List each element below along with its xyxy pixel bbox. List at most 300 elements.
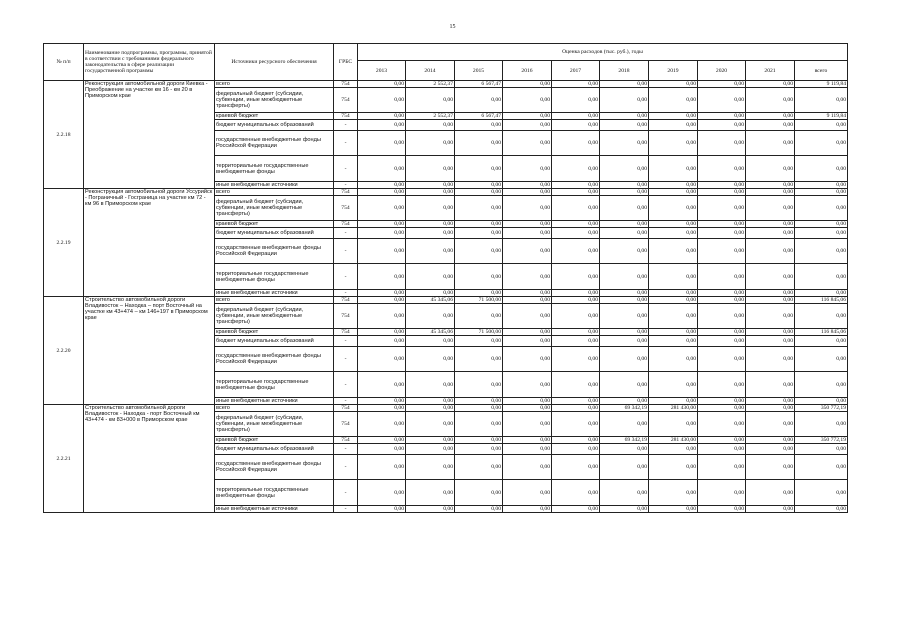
- grbs-code: 754: [334, 437, 358, 444]
- amount-cell: 2 552,37: [406, 81, 455, 88]
- amount-cell: 0,00: [406, 182, 455, 189]
- amount-cell: 0,00: [649, 120, 698, 131]
- total-cell: 0,00: [795, 131, 848, 156]
- amount-cell: 69 342,19: [600, 405, 649, 412]
- amount-cell: 0,00: [600, 412, 649, 437]
- amount-cell: 0,00: [455, 304, 503, 329]
- table-row: [44, 405, 848, 412]
- amount-cell: 0,00: [746, 437, 795, 444]
- amount-cell: 6 567,47: [455, 81, 503, 88]
- table-body: [44, 81, 848, 513]
- amount-cell: 0,00: [503, 437, 552, 444]
- total-cell: 0,00: [795, 189, 848, 196]
- amount-cell: 0,00: [455, 444, 503, 455]
- amount-cell: 0,00: [649, 239, 698, 264]
- amount-cell: 0,00: [503, 189, 552, 196]
- funding-source: федеральный бюджет (субсидии, субвенции, иные межбюджетные трансферты): [215, 88, 334, 113]
- amount-cell: 0,00: [358, 156, 406, 182]
- amount-cell: 0,00: [406, 239, 455, 264]
- amount-cell: 0,00: [455, 506, 503, 513]
- table-row: [44, 81, 848, 88]
- amount-cell: 0,00: [600, 329, 649, 336]
- amount-cell: 0,00: [746, 221, 795, 228]
- amount-cell: 0,00: [600, 297, 649, 304]
- amount-cell: 0,00: [746, 405, 795, 412]
- funding-source: федеральный бюджет (субсидии, субвенции, иные межбюджетные трансферты): [215, 412, 334, 437]
- header-year: 2013: [358, 61, 406, 81]
- amount-cell: 0,00: [406, 480, 455, 506]
- page-number: 15: [449, 24, 456, 30]
- total-cell: 0,00: [795, 182, 848, 189]
- amount-cell: 0,00: [552, 444, 600, 455]
- amount-cell: 0,00: [406, 264, 455, 290]
- funding-source: краевой бюджет: [215, 329, 334, 336]
- amount-cell: 0,00: [552, 347, 600, 372]
- row-number: 2.2.18: [44, 81, 84, 189]
- row-number: 2.2.20: [44, 297, 84, 405]
- amount-cell: 0,00: [552, 405, 600, 412]
- amount-cell: 0,00: [746, 264, 795, 290]
- amount-cell: 0,00: [600, 221, 649, 228]
- amount-cell: 0,00: [503, 329, 552, 336]
- amount-cell: 0,00: [358, 189, 406, 196]
- amount-cell: 0,00: [455, 88, 503, 113]
- amount-cell: 0,00: [600, 189, 649, 196]
- budget-table: [43, 43, 848, 513]
- amount-cell: 0,00: [649, 182, 698, 189]
- amount-cell: 0,00: [698, 221, 746, 228]
- amount-cell: 0,00: [406, 221, 455, 228]
- amount-cell: 0,00: [552, 182, 600, 189]
- grbs-code: -: [334, 131, 358, 156]
- funding-source: территориальные государственные внебюджетные фонды: [215, 372, 334, 398]
- header-grbs: ГРБС: [334, 44, 358, 81]
- amount-cell: 0,00: [358, 506, 406, 513]
- amount-cell: 0,00: [600, 304, 649, 329]
- amount-cell: 0,00: [552, 196, 600, 221]
- amount-cell: 0,00: [649, 221, 698, 228]
- amount-cell: 0,00: [455, 221, 503, 228]
- amount-cell: 0,00: [698, 398, 746, 405]
- amount-cell: 0,00: [552, 264, 600, 290]
- total-cell: 0,00: [795, 304, 848, 329]
- amount-cell: 0,00: [358, 131, 406, 156]
- amount-cell: 0,00: [698, 264, 746, 290]
- amount-cell: 0,00: [406, 304, 455, 329]
- amount-cell: 0,00: [746, 131, 795, 156]
- amount-cell: 0,00: [746, 506, 795, 513]
- funding-source: иные внебюджетные источники: [215, 506, 334, 513]
- amount-cell: 0,00: [600, 182, 649, 189]
- header-source: Источники ресурсного обеспечения: [215, 44, 334, 81]
- amount-cell: 0,00: [455, 182, 503, 189]
- grbs-code: -: [334, 444, 358, 455]
- amount-cell: 0,00: [600, 290, 649, 297]
- amount-cell: 0,00: [358, 264, 406, 290]
- grbs-code: -: [334, 347, 358, 372]
- amount-cell: 0,00: [698, 455, 746, 480]
- amount-cell: 281 430,00: [649, 405, 698, 412]
- amount-cell: 0,00: [358, 88, 406, 113]
- amount-cell: 0,00: [746, 156, 795, 182]
- amount-cell: 0,00: [698, 336, 746, 347]
- amount-cell: 6 567,47: [455, 113, 503, 120]
- total-cell: 9 119,84: [795, 81, 848, 88]
- amount-cell: 0,00: [406, 347, 455, 372]
- header-year: 2015: [455, 61, 503, 81]
- amount-cell: 0,00: [649, 372, 698, 398]
- amount-cell: 0,00: [503, 405, 552, 412]
- total-cell: 0,00: [795, 88, 848, 113]
- total-cell: 350 772,19: [795, 405, 848, 412]
- amount-cell: 0,00: [649, 196, 698, 221]
- total-cell: 0,00: [795, 455, 848, 480]
- grbs-code: 754: [334, 412, 358, 437]
- amount-cell: 0,00: [600, 88, 649, 113]
- amount-cell: 0,00: [698, 347, 746, 372]
- amount-cell: 0,00: [600, 347, 649, 372]
- funding-source: государственные внебюджетные фонды Российской Федерации: [215, 455, 334, 480]
- amount-cell: 0,00: [746, 189, 795, 196]
- amount-cell: 0,00: [406, 437, 455, 444]
- amount-cell: 0,00: [455, 290, 503, 297]
- amount-cell: 0,00: [649, 228, 698, 239]
- total-cell: 0,00: [795, 398, 848, 405]
- amount-cell: 0,00: [358, 444, 406, 455]
- funding-source: всего: [215, 297, 334, 304]
- amount-cell: 0,00: [698, 113, 746, 120]
- total-cell: 0,00: [795, 239, 848, 264]
- amount-cell: 0,00: [552, 506, 600, 513]
- amount-cell: 0,00: [746, 412, 795, 437]
- funding-source: краевой бюджет: [215, 437, 334, 444]
- amount-cell: 0,00: [406, 156, 455, 182]
- amount-cell: 0,00: [746, 329, 795, 336]
- amount-cell: 0,00: [503, 336, 552, 347]
- header-total: всего: [795, 61, 848, 81]
- amount-cell: 0,00: [649, 336, 698, 347]
- total-cell: 0,00: [795, 506, 848, 513]
- amount-cell: 0,00: [358, 290, 406, 297]
- header-number: № п/п: [44, 44, 84, 81]
- amount-cell: 0,00: [552, 455, 600, 480]
- total-cell: 0,00: [795, 290, 848, 297]
- funding-source: бюджет муниципальных образований: [215, 120, 334, 131]
- funding-source: иные внебюджетные источники: [215, 290, 334, 297]
- amount-cell: 0,00: [503, 81, 552, 88]
- amount-cell: 0,00: [698, 437, 746, 444]
- amount-cell: 0,00: [455, 372, 503, 398]
- amount-cell: 0,00: [698, 372, 746, 398]
- amount-cell: 0,00: [358, 228, 406, 239]
- amount-cell: 0,00: [552, 437, 600, 444]
- amount-cell: 0,00: [503, 347, 552, 372]
- activity-name: Реконструкция автомобильной дороги Киевка - Преображение на участке км 16 - км 20 в Приморском крае: [84, 81, 215, 189]
- total-cell: 0,00: [795, 444, 848, 455]
- amount-cell: 0,00: [503, 506, 552, 513]
- amount-cell: 0,00: [649, 264, 698, 290]
- row-number: 2.2.21: [44, 405, 84, 513]
- grbs-code: 754: [334, 405, 358, 412]
- funding-source: краевой бюджет: [215, 113, 334, 120]
- amount-cell: 0,00: [406, 88, 455, 113]
- header-year: 2021: [746, 61, 795, 81]
- amount-cell: 0,00: [600, 239, 649, 264]
- amount-cell: 0,00: [698, 329, 746, 336]
- amount-cell: 0,00: [746, 372, 795, 398]
- amount-cell: 0,00: [503, 372, 552, 398]
- funding-source: государственные внебюджетные фонды Российской Федерации: [215, 131, 334, 156]
- grbs-code: 754: [334, 196, 358, 221]
- amount-cell: 0,00: [503, 221, 552, 228]
- amount-cell: 0,00: [503, 398, 552, 405]
- funding-source: краевой бюджет: [215, 221, 334, 228]
- amount-cell: 0,00: [600, 444, 649, 455]
- funding-source: федеральный бюджет (субсидии, субвенции, иные межбюджетные трансферты): [215, 304, 334, 329]
- amount-cell: 0,00: [503, 196, 552, 221]
- amount-cell: 0,00: [406, 412, 455, 437]
- amount-cell: 0,00: [552, 372, 600, 398]
- amount-cell: 0,00: [552, 228, 600, 239]
- amount-cell: 0,00: [746, 297, 795, 304]
- amount-cell: 0,00: [698, 297, 746, 304]
- activity-name: Строительство автомобильной дороги Владивосток – Находка – порт Восточный на участке км 43+474 – км 146+197 в Приморском крае: [84, 297, 215, 405]
- amount-cell: 0,00: [600, 81, 649, 88]
- amount-cell: 0,00: [698, 228, 746, 239]
- grbs-code: 754: [334, 88, 358, 113]
- amount-cell: 0,00: [698, 81, 746, 88]
- total-cell: 0,00: [795, 196, 848, 221]
- amount-cell: 0,00: [552, 480, 600, 506]
- grbs-code: -: [334, 264, 358, 290]
- funding-source: всего: [215, 405, 334, 412]
- amount-cell: 0,00: [649, 444, 698, 455]
- grbs-code: -: [334, 506, 358, 513]
- amount-cell: 0,00: [698, 412, 746, 437]
- amount-cell: 0,00: [746, 239, 795, 264]
- amount-cell: 0,00: [406, 290, 455, 297]
- total-cell: 0,00: [795, 264, 848, 290]
- funding-source: иные внебюджетные источники: [215, 182, 334, 189]
- amount-cell: 0,00: [358, 329, 406, 336]
- amount-cell: 0,00: [455, 120, 503, 131]
- grbs-code: -: [334, 182, 358, 189]
- amount-cell: 0,00: [455, 398, 503, 405]
- amount-cell: 0,00: [406, 120, 455, 131]
- grbs-code: 754: [334, 189, 358, 196]
- header-year: 2020: [698, 61, 746, 81]
- amount-cell: 0,00: [503, 290, 552, 297]
- amount-cell: 0,00: [503, 120, 552, 131]
- total-cell: 0,00: [795, 228, 848, 239]
- amount-cell: 0,00: [746, 196, 795, 221]
- amount-cell: 0,00: [698, 304, 746, 329]
- amount-cell: 0,00: [455, 437, 503, 444]
- total-cell: 350 772,19: [795, 437, 848, 444]
- total-cell: 0,00: [795, 347, 848, 372]
- amount-cell: 0,00: [649, 131, 698, 156]
- amount-cell: 0,00: [698, 405, 746, 412]
- amount-cell: 0,00: [503, 304, 552, 329]
- amount-cell: 0,00: [552, 189, 600, 196]
- amount-cell: 0,00: [552, 239, 600, 264]
- amount-cell: 0,00: [649, 480, 698, 506]
- amount-cell: 0,00: [649, 304, 698, 329]
- amount-cell: 0,00: [649, 506, 698, 513]
- amount-cell: 0,00: [358, 372, 406, 398]
- amount-cell: 0,00: [600, 264, 649, 290]
- amount-cell: 0,00: [746, 347, 795, 372]
- amount-cell: 0,00: [746, 480, 795, 506]
- activity-name: Реконструкция автомобильной дороги Уссурийск - Пограничный - Госграница на участке км 72 - км 96 в Приморском крае: [84, 189, 215, 297]
- amount-cell: 0,00: [698, 444, 746, 455]
- grbs-code: -: [334, 228, 358, 239]
- amount-cell: 0,00: [503, 156, 552, 182]
- amount-cell: 0,00: [746, 120, 795, 131]
- grbs-code: -: [334, 372, 358, 398]
- amount-cell: 0,00: [600, 131, 649, 156]
- amount-cell: 0,00: [358, 81, 406, 88]
- grbs-code: -: [334, 120, 358, 131]
- amount-cell: 0,00: [406, 196, 455, 221]
- amount-cell: 0,00: [649, 412, 698, 437]
- amount-cell: 0,00: [455, 405, 503, 412]
- funding-source: государственные внебюджетные фонды Российской Федерации: [215, 347, 334, 372]
- amount-cell: 0,00: [503, 113, 552, 120]
- total-cell: 0,00: [795, 412, 848, 437]
- amount-cell: 0,00: [455, 239, 503, 264]
- grbs-code: 754: [334, 304, 358, 329]
- amount-cell: 0,00: [649, 329, 698, 336]
- grbs-code: 754: [334, 113, 358, 120]
- amount-cell: 0,00: [552, 131, 600, 156]
- amount-cell: 0,00: [358, 455, 406, 480]
- amount-cell: 0,00: [358, 304, 406, 329]
- amount-cell: 0,00: [503, 228, 552, 239]
- amount-cell: 0,00: [406, 506, 455, 513]
- amount-cell: 0,00: [406, 372, 455, 398]
- amount-cell: 2 552,37: [406, 113, 455, 120]
- funding-source: иные внебюджетные источники: [215, 398, 334, 405]
- table-row: [44, 189, 848, 196]
- amount-cell: 0,00: [552, 88, 600, 113]
- amount-cell: 0,00: [600, 113, 649, 120]
- amount-cell: 0,00: [746, 81, 795, 88]
- amount-cell: 0,00: [552, 297, 600, 304]
- amount-cell: 0,00: [455, 412, 503, 437]
- amount-cell: 0,00: [746, 444, 795, 455]
- amount-cell: 0,00: [358, 120, 406, 131]
- header-year: 2019: [649, 61, 698, 81]
- amount-cell: 0,00: [600, 120, 649, 131]
- amount-cell: 0,00: [455, 189, 503, 196]
- amount-cell: 0,00: [552, 113, 600, 120]
- funding-source: территориальные государственные внебюджетные фонды: [215, 480, 334, 506]
- header-year: 2016: [503, 61, 552, 81]
- grbs-code: -: [334, 455, 358, 480]
- amount-cell: 0,00: [600, 480, 649, 506]
- amount-cell: 0,00: [503, 239, 552, 264]
- amount-cell: 0,00: [600, 455, 649, 480]
- amount-cell: 0,00: [698, 120, 746, 131]
- amount-cell: 0,00: [698, 506, 746, 513]
- amount-cell: 0,00: [503, 131, 552, 156]
- total-cell: 116 845,06: [795, 297, 848, 304]
- grbs-code: -: [334, 336, 358, 347]
- amount-cell: 0,00: [455, 228, 503, 239]
- amount-cell: 0,00: [406, 336, 455, 347]
- amount-cell: 0,00: [455, 156, 503, 182]
- amount-cell: 0,00: [649, 81, 698, 88]
- amount-cell: 0,00: [455, 196, 503, 221]
- amount-cell: 0,00: [552, 81, 600, 88]
- amount-cell: 0,00: [503, 455, 552, 480]
- amount-cell: 0,00: [649, 455, 698, 480]
- grbs-code: -: [334, 290, 358, 297]
- funding-source: территориальные государственные внебюджетные фонды: [215, 264, 334, 290]
- grbs-code: 754: [334, 221, 358, 228]
- amount-cell: 0,00: [552, 290, 600, 297]
- amount-cell: 0,00: [406, 189, 455, 196]
- funding-source: федеральный бюджет (субсидии, субвенции, иные межбюджетные трансферты): [215, 196, 334, 221]
- amount-cell: 0,00: [503, 88, 552, 113]
- amount-cell: 0,00: [698, 290, 746, 297]
- total-cell: 0,00: [795, 156, 848, 182]
- amount-cell: 0,00: [649, 156, 698, 182]
- amount-cell: 0,00: [600, 372, 649, 398]
- amount-cell: 0,00: [406, 228, 455, 239]
- amount-cell: 0,00: [552, 156, 600, 182]
- amount-cell: 0,00: [455, 336, 503, 347]
- amount-cell: 0,00: [698, 88, 746, 113]
- amount-cell: 0,00: [649, 398, 698, 405]
- amount-cell: 0,00: [455, 480, 503, 506]
- amount-cell: 0,00: [406, 405, 455, 412]
- amount-cell: 0,00: [358, 182, 406, 189]
- amount-cell: 0,00: [552, 329, 600, 336]
- funding-source: государственные внебюджетные фонды Российской Федерации: [215, 239, 334, 264]
- grbs-code: 754: [334, 81, 358, 88]
- amount-cell: 0,00: [600, 506, 649, 513]
- amount-cell: 0,00: [406, 398, 455, 405]
- amount-cell: 0,00: [503, 412, 552, 437]
- amount-cell: 0,00: [503, 480, 552, 506]
- row-number: 2.2.19: [44, 189, 84, 297]
- grbs-code: 754: [334, 297, 358, 304]
- amount-cell: 0,00: [698, 189, 746, 196]
- header-year: 2018: [600, 61, 649, 81]
- header-estimate-group: Оценка расходов (тыс. руб.), годы: [358, 44, 848, 61]
- amount-cell: 0,00: [746, 228, 795, 239]
- amount-cell: 281 430,00: [649, 437, 698, 444]
- amount-cell: 0,00: [649, 347, 698, 372]
- amount-cell: 0,00: [746, 290, 795, 297]
- amount-cell: 0,00: [698, 156, 746, 182]
- amount-cell: 0,00: [746, 88, 795, 113]
- amount-cell: 0,00: [600, 336, 649, 347]
- amount-cell: 0,00: [455, 347, 503, 372]
- funding-source: территориальные государственные внебюджетные фонды: [215, 156, 334, 182]
- grbs-code: -: [334, 480, 358, 506]
- table-row: [44, 297, 848, 304]
- funding-source: бюджет муниципальных образований: [215, 336, 334, 347]
- amount-cell: 0,00: [552, 120, 600, 131]
- amount-cell: 0,00: [552, 336, 600, 347]
- amount-cell: 0,00: [746, 398, 795, 405]
- amount-cell: 0,00: [746, 304, 795, 329]
- amount-cell: 71 500,00: [455, 297, 503, 304]
- amount-cell: 0,00: [358, 437, 406, 444]
